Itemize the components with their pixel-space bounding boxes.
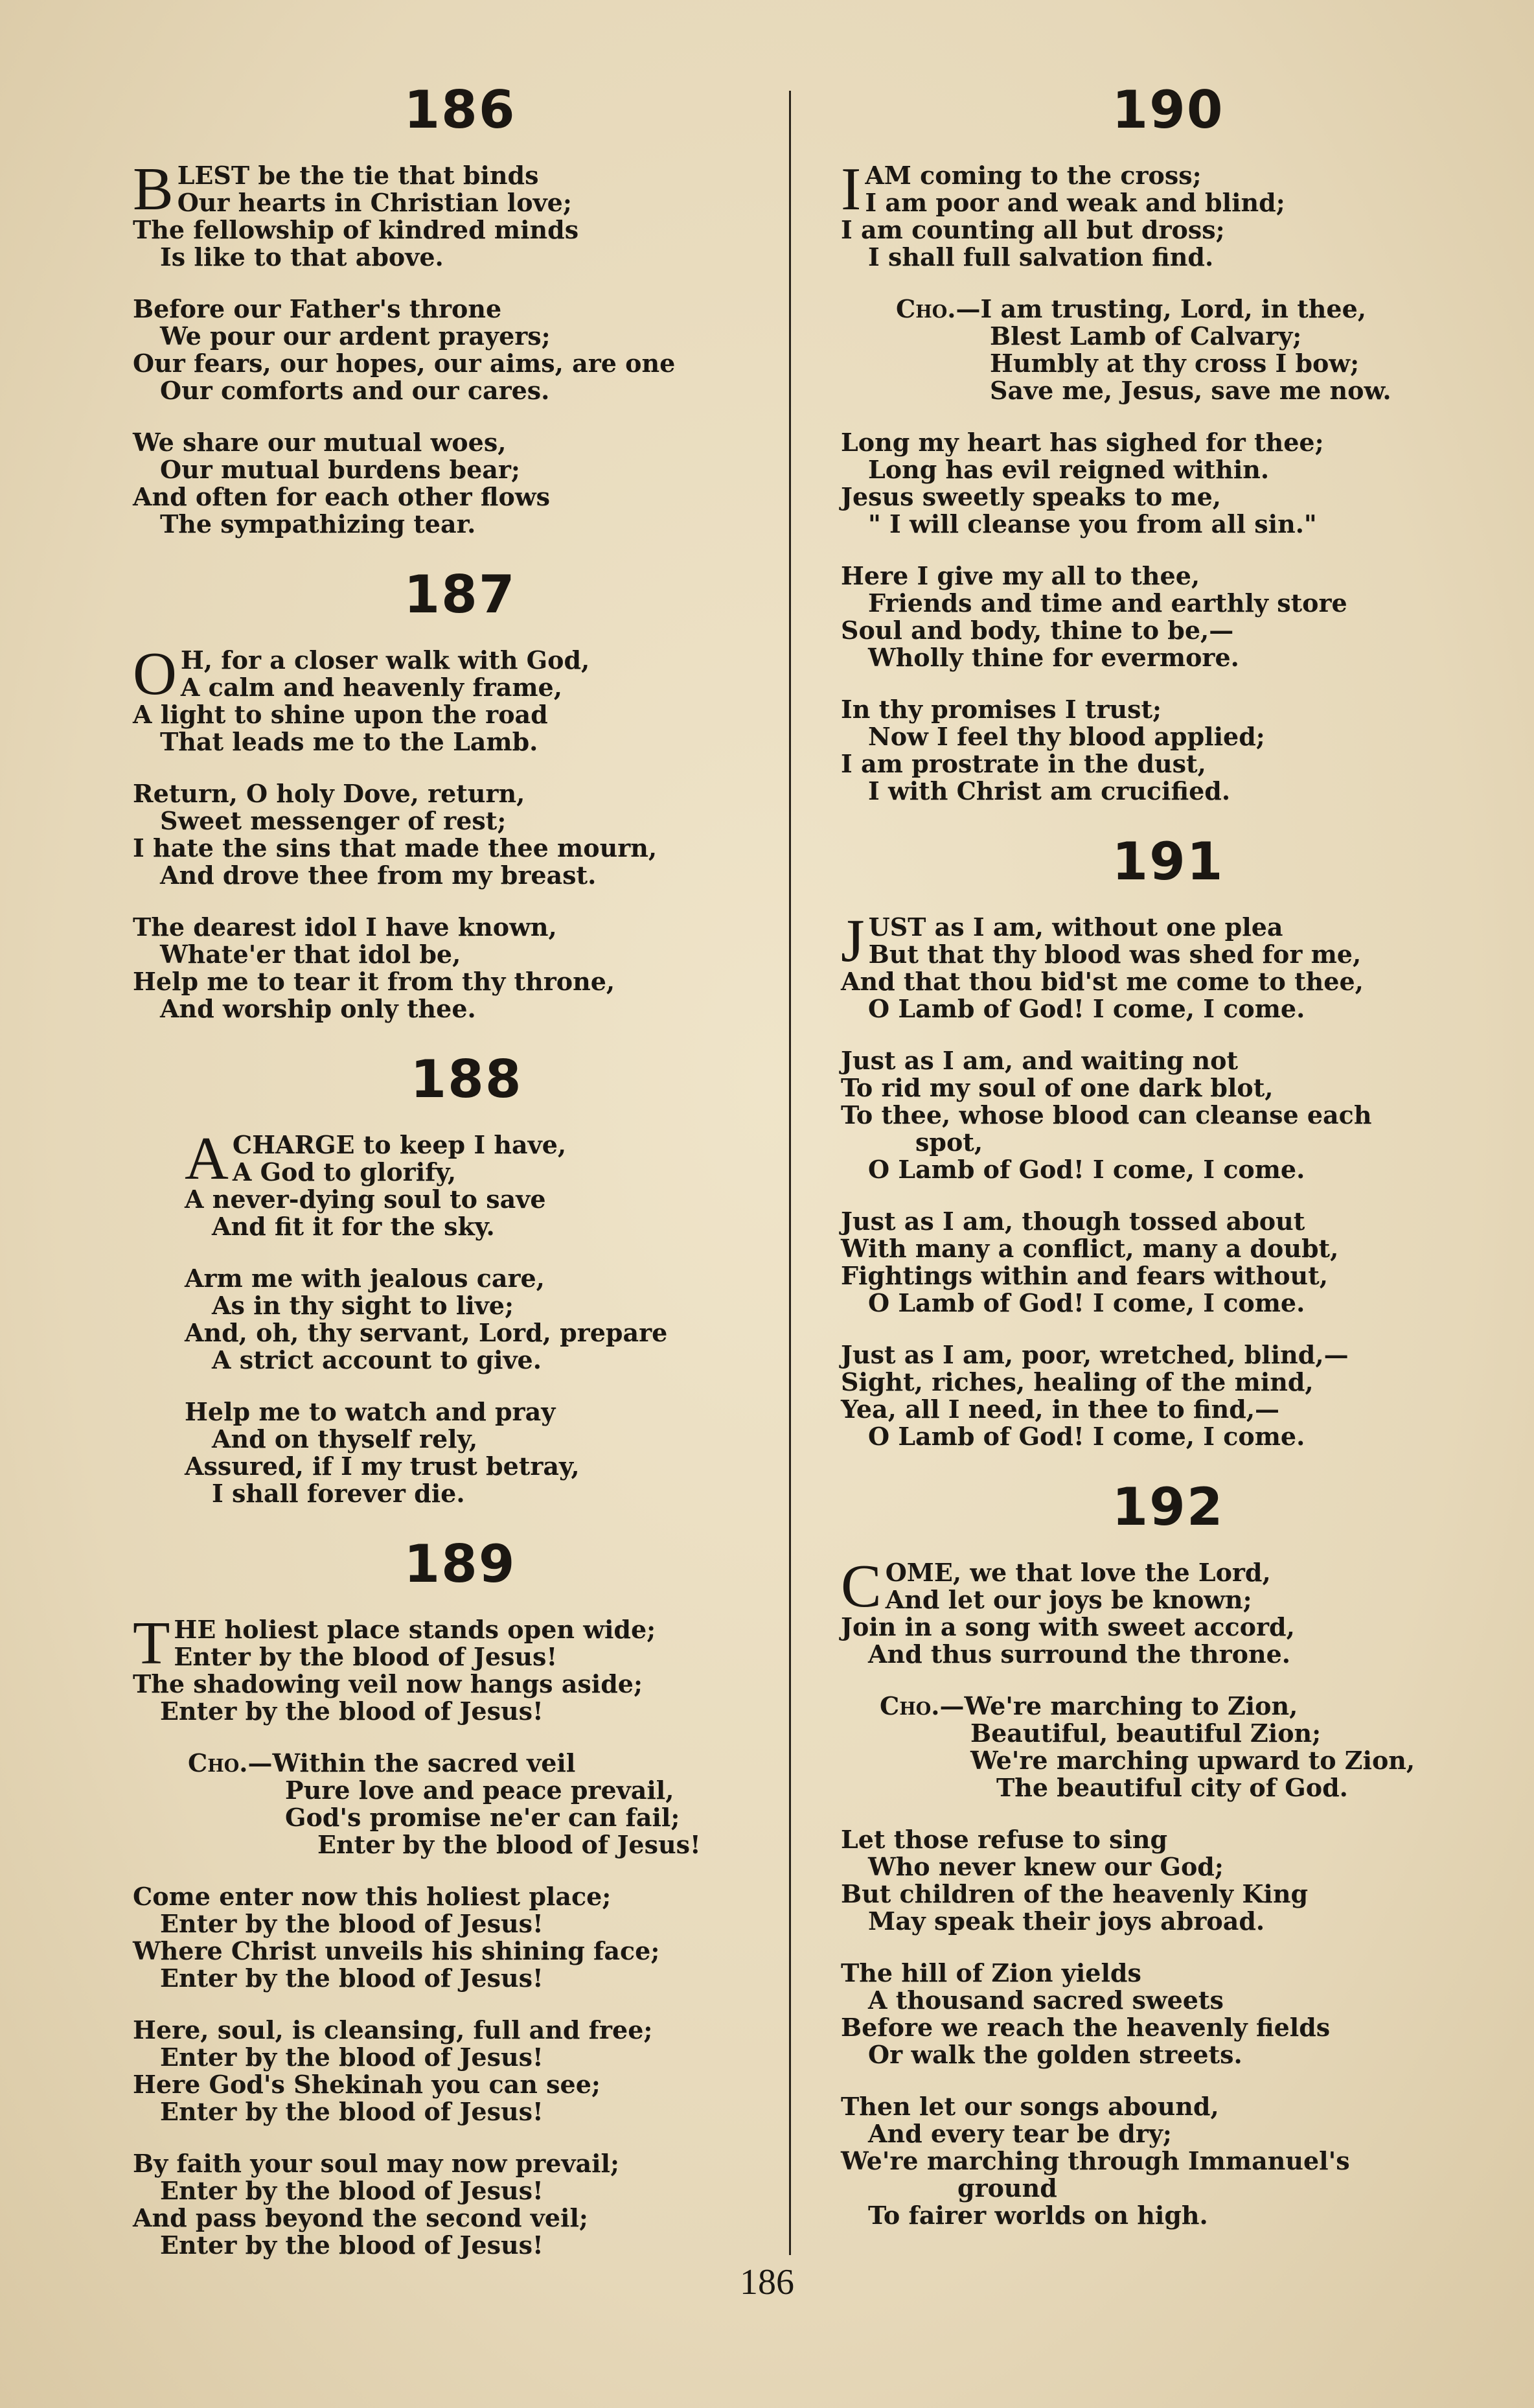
verse-line: And pass beyond the second veil;: [133, 2203, 588, 2232]
chorus-label: Cho.: [880, 1691, 940, 1720]
verse: [841, 2093, 1456, 2229]
verse-line: But children of the heavenly King: [841, 1879, 1309, 1908]
verse-line: But that thy blood was shed for me,: [868, 940, 1362, 969]
verse-line: Soul and body, thine to be,—: [841, 616, 1234, 645]
verse: [133, 429, 748, 538]
verse-line: Here, soul, is cleansing, full and free;: [133, 2015, 653, 2044]
verse-line: Sweet messenger of rest;: [160, 806, 507, 835]
verse-line: To rid my soul of one dark blot,: [841, 1073, 1274, 1102]
chorus-line: Humbly at thy cross I bow;: [990, 349, 1360, 378]
verse-line: Just as I am, though tossed about: [841, 1207, 1305, 1236]
drop-cap: A: [185, 1125, 229, 1192]
verse-line: With many a conflict, many a doubt,: [841, 1234, 1339, 1263]
verse-line: UST as I am, without one plea: [868, 912, 1283, 942]
verse-line: A God to glorify,: [232, 1157, 457, 1187]
verse-line: Join in a song with sweet accord,: [841, 1612, 1295, 1641]
chorus: [841, 295, 1456, 404]
verse: [133, 2017, 748, 2125]
verse-line: Enter by the blood of Jesus!: [160, 2176, 544, 2205]
verse-line: O Lamb of God! I come, I come.: [868, 994, 1305, 1023]
verse-line: The dearest idol I have known,: [133, 912, 557, 942]
verse: [841, 562, 1456, 671]
verse-line: Come enter now this holiest place;: [133, 1882, 612, 1911]
verse-line: And on thyself rely,: [212, 1424, 478, 1453]
verse-line: I am poor and weak and blind;: [865, 188, 1285, 217]
chorus-line: Pure love and peace prevail,: [285, 1776, 674, 1805]
verse-line: Yea, all I need, in thee to find,—: [841, 1395, 1280, 1424]
hymn-number: 188: [410, 1049, 523, 1109]
verse-line: Before we reach the heavenly fields: [841, 2013, 1331, 2042]
drop-cap: T: [133, 1610, 170, 1677]
chorus-label: Cho.: [896, 294, 956, 323]
verse-line: Enter by the blood of Jesus!: [160, 1963, 544, 1993]
verse-line: May speak their joys abroad.: [868, 1906, 1265, 1936]
drop-cap: C: [841, 1553, 882, 1620]
verse-line: Just as I am, and waiting not: [841, 1046, 1239, 1075]
verse: [841, 1826, 1456, 1935]
verse-line: Our comforts and our cares.: [160, 376, 550, 405]
chorus: [133, 1750, 748, 1858]
verse-line: Let those refuse to sing: [841, 1825, 1168, 1854]
hymn-190: [841, 78, 1456, 805]
verse-line: I hate the sins that made thee mourn,: [133, 833, 658, 862]
verse-line: And drove thee from my breast.: [160, 861, 597, 890]
verse: [841, 1553, 1456, 1669]
verse-line: LEST be the tie that binds: [177, 161, 539, 190]
verse-line: Sight, riches, healing of the mind,: [841, 1367, 1314, 1396]
verse-line: Friends and time and earthly store: [868, 588, 1347, 618]
verse-line: Return, O holy Dove, return,: [133, 779, 525, 808]
verse-line: I shall forever die.: [212, 1479, 465, 1508]
hymn-number: 187: [404, 564, 516, 625]
verse-line: And worship only thee.: [160, 994, 476, 1023]
verse-line: Then let our songs abound,: [841, 2092, 1219, 2121]
verse: [185, 1125, 748, 1241]
verse-line: Long my heart has sighed for thee;: [841, 428, 1324, 457]
verse-line: I am counting all but dross;: [841, 215, 1225, 244]
drop-cap: J: [841, 907, 865, 975]
verse-line: The hill of Zion yields: [841, 1958, 1141, 1987]
hymn-number: 186: [404, 80, 516, 140]
verse-line: CHARGE to keep I have,: [232, 1130, 567, 1159]
verse-line: By faith your soul may now prevail;: [133, 2149, 620, 2178]
verse-line: The shadowing veil now hangs aside;: [133, 1669, 643, 1698]
verse-line: We're marching through Immanuel's: [841, 2146, 1350, 2175]
verse-line: O Lamb of God! I come, I come.: [868, 1422, 1305, 1451]
verse-line: ground: [957, 2173, 1057, 2203]
verse-line: I am prostrate in the dust,: [841, 749, 1206, 778]
verse-line: Whate'er that idol be,: [160, 940, 461, 969]
verse-line: Help me to tear it from thy throne,: [133, 967, 615, 996]
verse-line: And that thou bid'st me come to thee,: [841, 967, 1364, 996]
chorus-line: We're marching upward to Zion,: [970, 1746, 1415, 1775]
chorus-text: —We're marching to Zion,: [939, 1691, 1298, 1720]
verse-line: A never-dying soul to save: [185, 1185, 546, 1214]
verse-line: In thy promises I trust;: [841, 695, 1162, 724]
chorus-line: [133, 1750, 748, 1777]
verse: [841, 696, 1456, 805]
hymn-number: 189: [404, 1534, 516, 1594]
verse: [133, 914, 748, 1023]
verse-line: Enter by the blood of Jesus!: [174, 1642, 558, 1671]
chorus-line: God's promise ne'er can fail;: [285, 1803, 680, 1832]
verse: [185, 1398, 748, 1507]
verse-line: " I will cleanse you from all sin.": [868, 509, 1317, 538]
drop-cap: I: [841, 156, 862, 223]
verse: [133, 156, 748, 272]
verse: [841, 1047, 1456, 1183]
hymn-number: 191: [1112, 831, 1224, 892]
verse-line: We share our mutual woes,: [133, 428, 507, 457]
verse-line: Before our Father's throne: [133, 294, 502, 323]
verse: [133, 2150, 748, 2259]
verse-line: Our mutual burdens bear;: [160, 455, 520, 484]
verse: [841, 1208, 1456, 1317]
verse-line: Enter by the blood of Jesus!: [160, 2230, 544, 2260]
chorus-text: —I am trusting, Lord, in thee,: [956, 294, 1366, 323]
verse-line: A thousand sacred sweets: [868, 1985, 1224, 2015]
chorus-line: [841, 1693, 1456, 1720]
hymn-191: [841, 829, 1456, 1450]
chorus-line: Enter by the blood of Jesus!: [317, 1830, 701, 1859]
verse-line: To thee, whose blood can cleanse each: [841, 1100, 1372, 1129]
verse-line: AM coming to the cross;: [865, 161, 1202, 190]
verse-line: Our hearts in Christian love;: [177, 188, 572, 217]
verse-line: Who never knew our God;: [868, 1852, 1224, 1881]
verse-line: Where Christ unveils his shining face;: [133, 1936, 660, 1965]
verse-line: Here I give my all to thee,: [841, 561, 1200, 590]
verse-line: Enter by the blood of Jesus!: [160, 1909, 544, 1938]
verse-line: Help me to watch and pray: [185, 1397, 556, 1426]
verse-line: Assured, if I my trust betray,: [185, 1452, 580, 1481]
hymn-189: [133, 1532, 748, 2259]
verse-line: O Lamb of God! I come, I come.: [868, 1155, 1305, 1184]
verse-line: A calm and heavenly frame,: [180, 673, 562, 702]
chorus-label: Cho.: [188, 1748, 248, 1777]
verse-line: And let our joys be known;: [885, 1585, 1252, 1614]
verse-line: To fairer worlds on high.: [868, 2201, 1208, 2230]
verse-line: And fit it for the sky.: [212, 1212, 495, 1241]
chorus-line: [841, 295, 1456, 323]
left-column: [133, 71, 748, 2284]
verse-line: I shall full salvation find.: [868, 242, 1214, 272]
verse: [841, 156, 1456, 272]
column-divider: [789, 91, 791, 2255]
hymn-187: [133, 562, 748, 1023]
verse-line: HE holiest place stands open wide;: [174, 1615, 656, 1644]
verse-line: And often for each other flows: [133, 482, 550, 511]
verse-line: I with Christ am crucified.: [868, 776, 1231, 805]
hymn-192: [841, 1475, 1456, 2229]
verse-line: spot,: [915, 1128, 983, 1157]
verse-line: And every tear be dry;: [868, 2119, 1172, 2148]
verse-line: The sympathizing tear.: [160, 509, 476, 538]
chorus-line: Save me, Jesus, save me now.: [990, 376, 1391, 405]
verse-line: Jesus sweetly speaks to me,: [841, 482, 1222, 511]
verse-line: And thus surround the throne.: [868, 1639, 1290, 1669]
verse-line: Or walk the golden streets.: [868, 2040, 1242, 2069]
hymn-188: [133, 1047, 748, 1507]
page-number: 186: [740, 2262, 794, 2302]
verse-line: Our fears, our hopes, our aims, are one: [133, 349, 676, 378]
verse-line: OME, we that love the Lord,: [885, 1558, 1271, 1587]
chorus-line: Blest Lamb of Calvary;: [990, 321, 1302, 351]
verse-line: Long has evil reigned within.: [868, 455, 1270, 484]
right-column: [841, 71, 1456, 2254]
verse: [841, 429, 1456, 538]
verse-line: Enter by the blood of Jesus!: [160, 1696, 544, 1726]
verse: [841, 1341, 1456, 1450]
verse-line: Just as I am, poor, wretched, blind,—: [841, 1340, 1349, 1369]
verse: [133, 640, 748, 756]
verse-line: A strict account to give.: [212, 1345, 542, 1374]
chorus-text: —Within the sacred veil: [247, 1748, 576, 1777]
verse: [841, 1960, 1456, 2068]
verse-line: Arm me with jealous care,: [185, 1264, 545, 1293]
hymn-number: 190: [1112, 80, 1224, 140]
verse-line: Enter by the blood of Jesus!: [160, 2043, 544, 2072]
verse-line: Now I feel thy blood applied;: [868, 722, 1265, 751]
verse-line: We pour our ardent prayers;: [160, 321, 551, 351]
chorus-line: The beautiful city of God.: [996, 1773, 1348, 1802]
verse-line: And, oh, thy servant, Lord, prepare: [185, 1318, 668, 1347]
verse-line: Is like to that above.: [160, 242, 444, 272]
verse-line: That leads me to the Lamb.: [160, 727, 538, 756]
hymn-number: 192: [1112, 1477, 1224, 1537]
verse: [185, 1265, 748, 1374]
drop-cap: B: [133, 156, 174, 223]
verse: [133, 780, 748, 889]
verse-line: As in thy sight to live;: [212, 1291, 514, 1320]
verse-line: Here God's Shekinah you can see;: [133, 2070, 601, 2099]
verse: [133, 1883, 748, 1992]
verse: [841, 907, 1456, 1023]
verse-line: Wholly thine for evermore.: [868, 643, 1239, 672]
hymn-186: [133, 78, 748, 538]
verse-line: A light to shine upon the road: [133, 700, 548, 729]
verse-line: O Lamb of God! I come, I come.: [868, 1288, 1305, 1317]
verse: [133, 295, 748, 404]
chorus: [841, 1693, 1456, 1801]
drop-cap: O: [133, 640, 177, 708]
verse: [133, 1610, 748, 1726]
verse-line: Enter by the blood of Jesus!: [160, 2097, 544, 2126]
verse-line: Fightings within and fears without,: [841, 1261, 1328, 1290]
verse-line: H, for a closer walk with God,: [180, 645, 590, 675]
verse-line: The fellowship of kindred minds: [133, 215, 579, 244]
chorus-line: Beautiful, beautiful Zion;: [970, 1719, 1322, 1748]
